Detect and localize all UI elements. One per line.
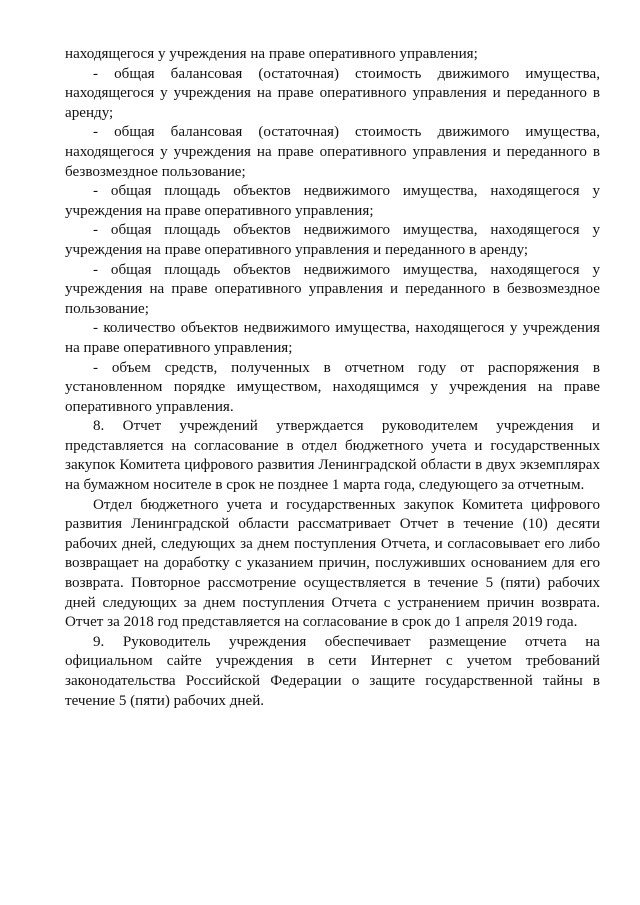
list-item-disposal-funds: - объем средств, полученных в отчетном году от распоряжения в установленном порядке имуществом, находящимся у учреждения на праве оперативного управления. (65, 359, 600, 415)
section-9-publication: 9. Руководитель учреждения обеспечивает размещение отчета на официальном сайте учреждения в сети Интернет с учетом требований законодательства Российской Федерации о защите государственной тайны в течение 5 (пяти) рабочих дней. (65, 633, 600, 709)
list-item-area-operational: - общая площадь объектов недвижимого имущества, находящегося у учреждения на праве оперативного управления; (65, 183, 600, 219)
list-item-area-lease: - общая площадь объектов недвижимого имущества, находящегося у учреждения на праве оперативного управления и переданного в аренду; (65, 222, 600, 258)
list-item-object-count: - количество объектов недвижимого имущества, находящегося у учреждения на праве оперативного управления; (65, 320, 600, 356)
section-8-review-procedure: Отдел бюджетного учета и государственных закупок Комитета цифрового развития Ленинградской области рассматривает Отчет в течение (10) десяти рабочих дней, следующих за днем поступления Отчета, и согласовывает его либо возвращает на доработку с указанием причин, послуживших основанием для его возврата. Повторное рассмотрение осуществляется в течение 5 (пяти) рабочих дней следующих за днем поступления Отчета с устранением причин возврата. Отчет за 2018 год представляется на согласование в срок до 1 апреля 2019 года. (65, 496, 600, 631)
section-8-report-approval: 8. Отчет учреждений утверждается руководителем учреждения и представляется на согласование в отдел бюджетного учета и государственных закупок Комитета цифрового развития Ленинградской области в двух экземплярах на бумажном носителе в срок не позднее 1 марта года, следующего за отчетным. (65, 418, 600, 494)
document-body (65, 45, 600, 711)
list-item-balance-value-free-use: - общая балансовая (остаточная) стоимость движимого имущества, находящегося у учреждения на праве оперативного управления и переданного в безвозмездное пользование; (65, 124, 600, 180)
list-item-balance-value-lease: - общая балансовая (остаточная) стоимость движимого имущества, находящегося у учреждения на праве оперативного управления и переданного в аренду; (65, 65, 600, 121)
paragraph-continuation: находящегося у учреждения на праве оперативного управления; (65, 46, 478, 62)
list-item-area-free-use: - общая площадь объектов недвижимого имущества, находящегося у учреждения на праве оперативного управления и переданного в безвозмездное пользование; (65, 261, 600, 317)
